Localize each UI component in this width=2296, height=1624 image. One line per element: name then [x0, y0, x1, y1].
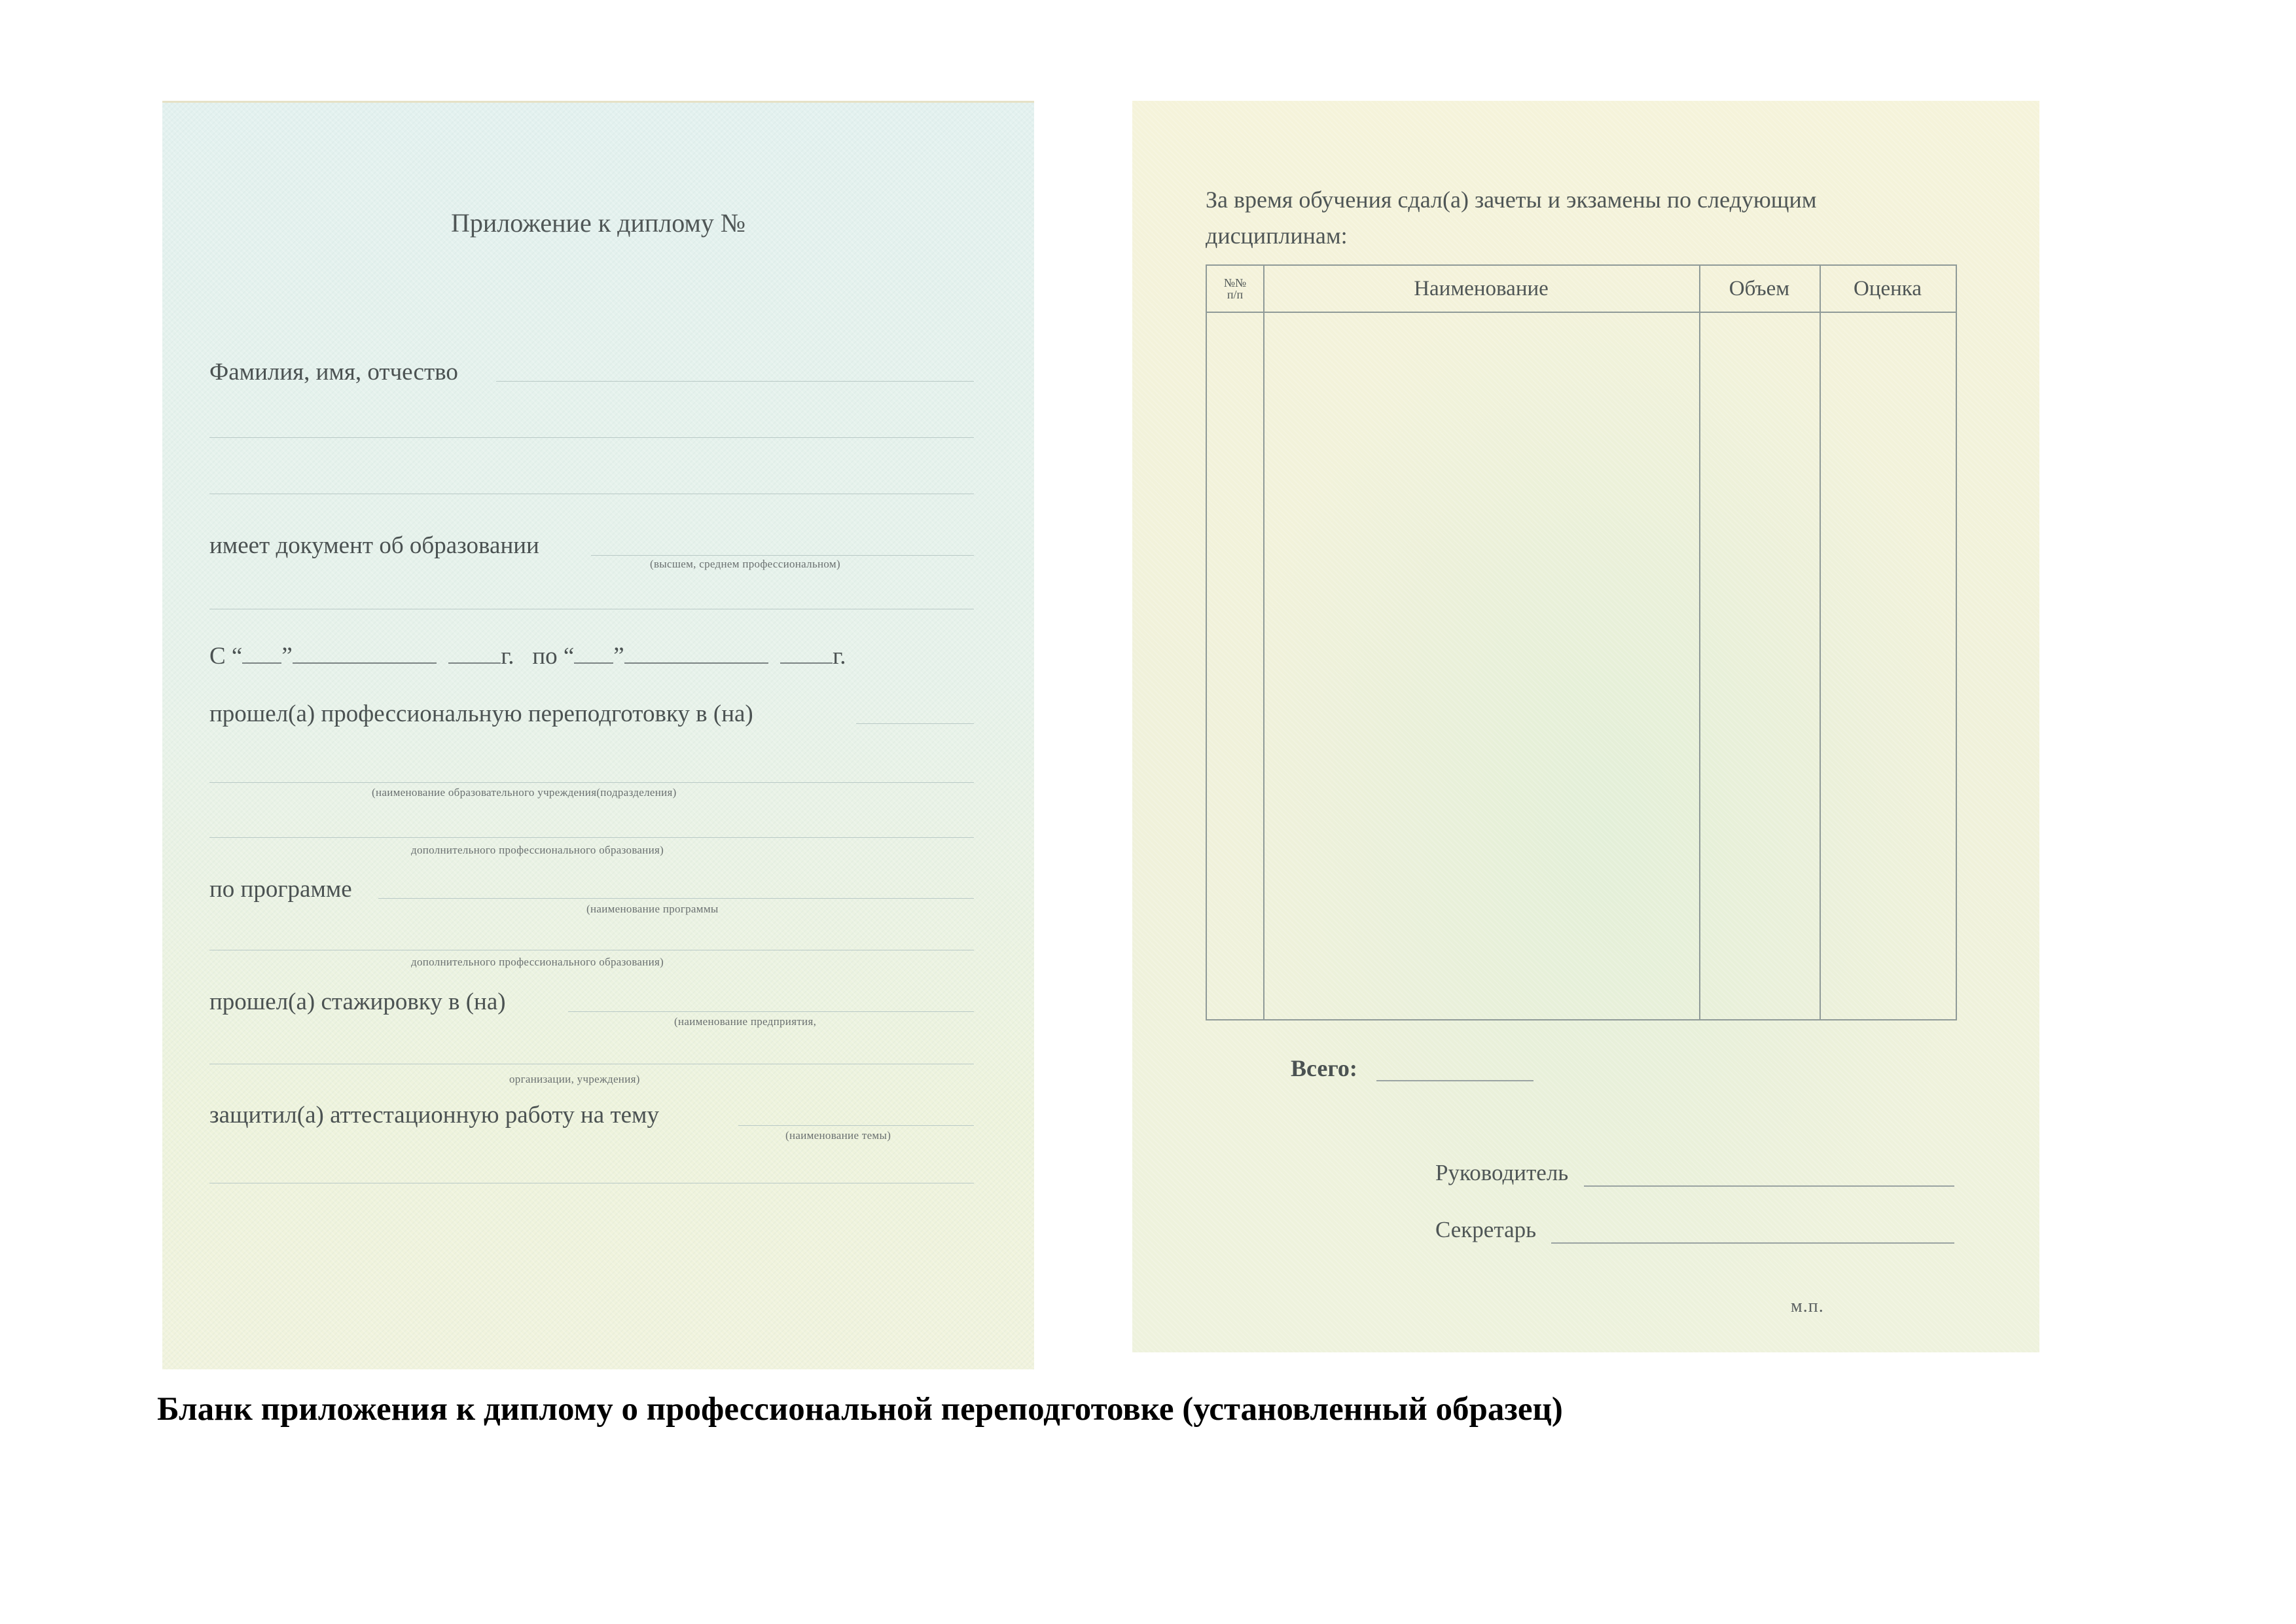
sheet-title: Приложение к диплому № [451, 208, 745, 238]
thesis-hint: (наименование темы) [785, 1129, 891, 1142]
table-column-divider-2 [1699, 266, 1700, 1019]
program-hint: (наименование программы [586, 903, 719, 915]
additional-education-hint-1: дополнительного профессионального образования) [411, 844, 664, 856]
education-label: имеет документ об образовании [209, 532, 539, 559]
internship-label: прошел(а) стажировку в (на) [209, 988, 506, 1015]
institution-hint: (наименование образовательного учреждения(подразделения) [372, 786, 677, 799]
head-signature-line [1584, 1185, 1954, 1187]
header-number [1207, 266, 1263, 312]
additional-education-hint-2: дополнительного профессионального образования) [411, 956, 664, 968]
period-from-day-blank [242, 643, 281, 664]
header-name: Наименование [1414, 276, 1549, 300]
header-number-line2: п/п [1227, 288, 1244, 301]
period-to-day-blank [574, 643, 613, 664]
period-to-quote: ” [613, 643, 624, 670]
disciplines-intro: За время обучения сдал(а) зачеты и экзамены по следующим дисциплинам: [1206, 187, 1817, 249]
period-to-month-blank [624, 643, 768, 664]
period-from-month-blank [293, 643, 437, 664]
period-from-label: С “ [209, 643, 243, 670]
header-volume: Объем [1729, 276, 1790, 300]
disciplines-table [1206, 264, 1957, 1020]
thesis-line-1 [738, 1125, 974, 1126]
period-from-quote: ” [281, 643, 293, 670]
secretary-signature-line [1551, 1242, 1954, 1244]
table-column-divider-3 [1820, 266, 1821, 1019]
secretary-label: Секретарь [1435, 1217, 1537, 1242]
period-to-label: по “ [532, 643, 575, 670]
retraining-line-1 [856, 723, 974, 724]
head-label: Руководитель [1435, 1160, 1569, 1185]
fio-label: Фамилия, имя, отчество [209, 359, 458, 386]
stamp-place-label: м.п. [1791, 1296, 1824, 1316]
table-column-divider-1 [1263, 266, 1265, 1019]
period-to-year-blank [780, 643, 833, 664]
retraining-line-2 [209, 782, 974, 783]
education-line-1 [591, 555, 974, 556]
education-hint: (высшем, среднем профессиональном) [650, 558, 840, 570]
diploma-supplement-front-sheet [162, 101, 1034, 1369]
period-to-year-label: г. [833, 643, 846, 670]
total-label: Всего: [1291, 1055, 1357, 1081]
program-line-1 [378, 898, 974, 899]
period-from-year-label: г. [501, 643, 514, 670]
organization-hint: организации, учреждения) [509, 1073, 640, 1085]
document-caption: Бланк приложения к диплому о профессиональной переподготовке (установленный образец) [157, 1391, 1563, 1428]
program-label: по программе [209, 876, 352, 903]
header-number-line1: №№ [1223, 276, 1247, 289]
fio-line-2 [209, 437, 974, 438]
retraining-label: прошел(а) профессиональную переподготовку в (на) [209, 700, 753, 727]
header-grade: Оценка [1854, 276, 1922, 300]
diploma-supplement-back-sheet [1132, 101, 2039, 1352]
enterprise-hint: (наименование предприятия, [674, 1015, 817, 1028]
fio-line-1 [496, 381, 974, 382]
retraining-line-3 [209, 837, 974, 838]
internship-line-1 [568, 1011, 974, 1012]
period-from-year-blank [448, 643, 501, 664]
thesis-label: защитил(а) аттестационную работу на тему [209, 1102, 659, 1128]
total-line [1376, 1080, 1534, 1081]
period-row [209, 642, 846, 670]
